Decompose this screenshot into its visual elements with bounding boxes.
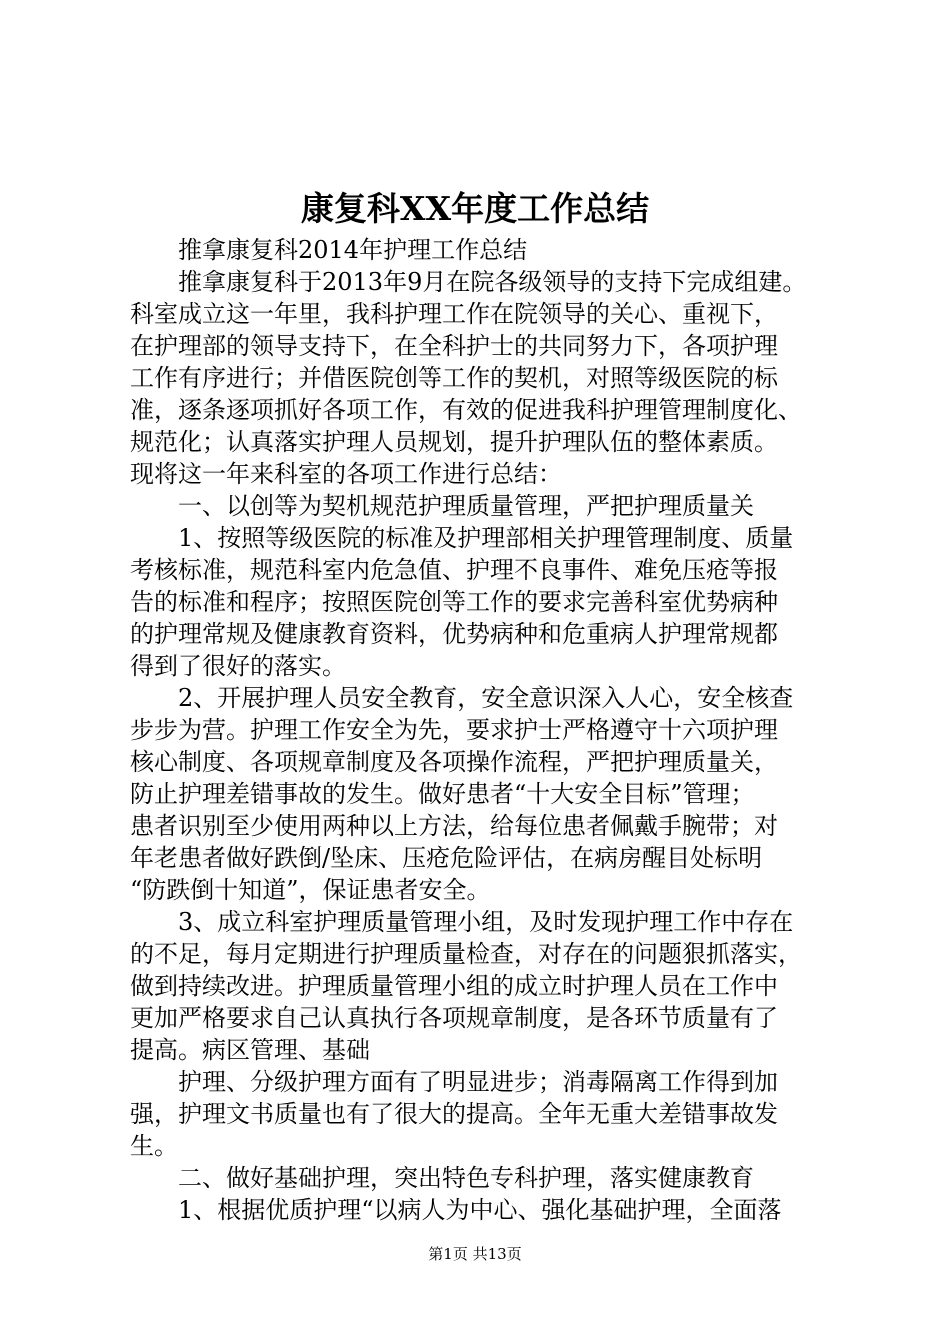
text-line: 防止护理差错事故的发生。做好患者“十大安全目标”管理； [130,780,755,808]
text-line: 现将这一年来科室的各项工作进行总结： [130,460,562,488]
text-line: 3、成立科室护理质量管理小组，及时发现护理工作中存在 [130,908,794,936]
section-heading: 二、做好基础护理，突出特色专科护理，落实健康教育 [130,1164,754,1192]
text-line: 的护理常规及健康教育资料，优势病种和危重病人护理常规都 [130,620,778,648]
text-line: 年老患者做好跌倒/坠床、压疮危险评估，在病房醒目处标明 [130,844,763,872]
text-line: 生。 [130,1132,178,1160]
text-line: 护理、分级护理方面有了明显进步；消毒隔离工作得到加 [130,1068,778,1096]
document-title: 康复科XX年度工作总结 [300,189,650,228]
text-line: 患者识别至少使用两种以上方法，给每位患者佩戴手腕带；对 [130,812,778,840]
text-line: 1、根据优质护理“以病人为中心、强化基础护理，全面落 [130,1196,782,1224]
text-line: 强，护理文书质量也有了很大的提高。全年无重大差错事故发 [130,1100,778,1128]
text-line: 推拿康复科2014年护理工作总结 [130,236,528,264]
text-line: 工作有序进行；并借医院创等工作的契机，对照等级医院的标 [130,364,778,392]
text-line: “防跌倒十知道”，保证患者安全。 [130,876,491,904]
text-line: 科室成立这一年里，我科护理工作在院领导的关心、重视下， [130,300,778,328]
text-line: 考核标准，规范科室内危急值、护理不良事件、难免压疮等报 [130,556,778,584]
text-line: 在护理部的领导支持下，在全科护士的共同努力下，各项护理 [130,332,778,360]
text-line: 提高。病区管理、基础 [130,1036,370,1064]
section-heading: 一、以创等为契机规范护理质量管理，严把护理质量关 [130,492,754,520]
text-line: 告的标准和程序；按照医院创等工作的要求完善科室优势病种 [130,588,778,616]
text-line: 准，逐条逐项抓好各项工作，有效的促进我科护理管理制度化、 [130,396,802,424]
text-line: 1、按照等级医院的标准及护理部相关护理管理制度、质量 [130,524,794,552]
text-line: 做到持续改进。护理质量管理小组的成立时护理人员在工作中 [130,972,778,1000]
text-line: 得到了很好的落实。 [130,652,346,680]
text-line: 的不足，每月定期进行护理质量检查，对存在的问题狠抓落实， [130,940,802,968]
page-number: 第1页 共13页 [428,1245,522,1263]
text-line: 步步为营。护理工作安全为先，要求护士严格遵守十六项护理 [130,716,778,744]
text-line: 推拿康复科于2013年9月在院各级领导的支持下完成组建。 [130,268,807,296]
text-line: 更加严格要求自己认真执行各项规章制度，是各环节质量有了 [130,1004,778,1032]
text-line: 规范化；认真落实护理人员规划，提升护理队伍的整体素质。 [130,428,778,456]
text-line: 2、开展护理人员安全教育，安全意识深入人心，安全核查 [130,684,794,712]
text-line: 核心制度、各项规章制度及各项操作流程，严把护理质量关， [130,748,778,776]
